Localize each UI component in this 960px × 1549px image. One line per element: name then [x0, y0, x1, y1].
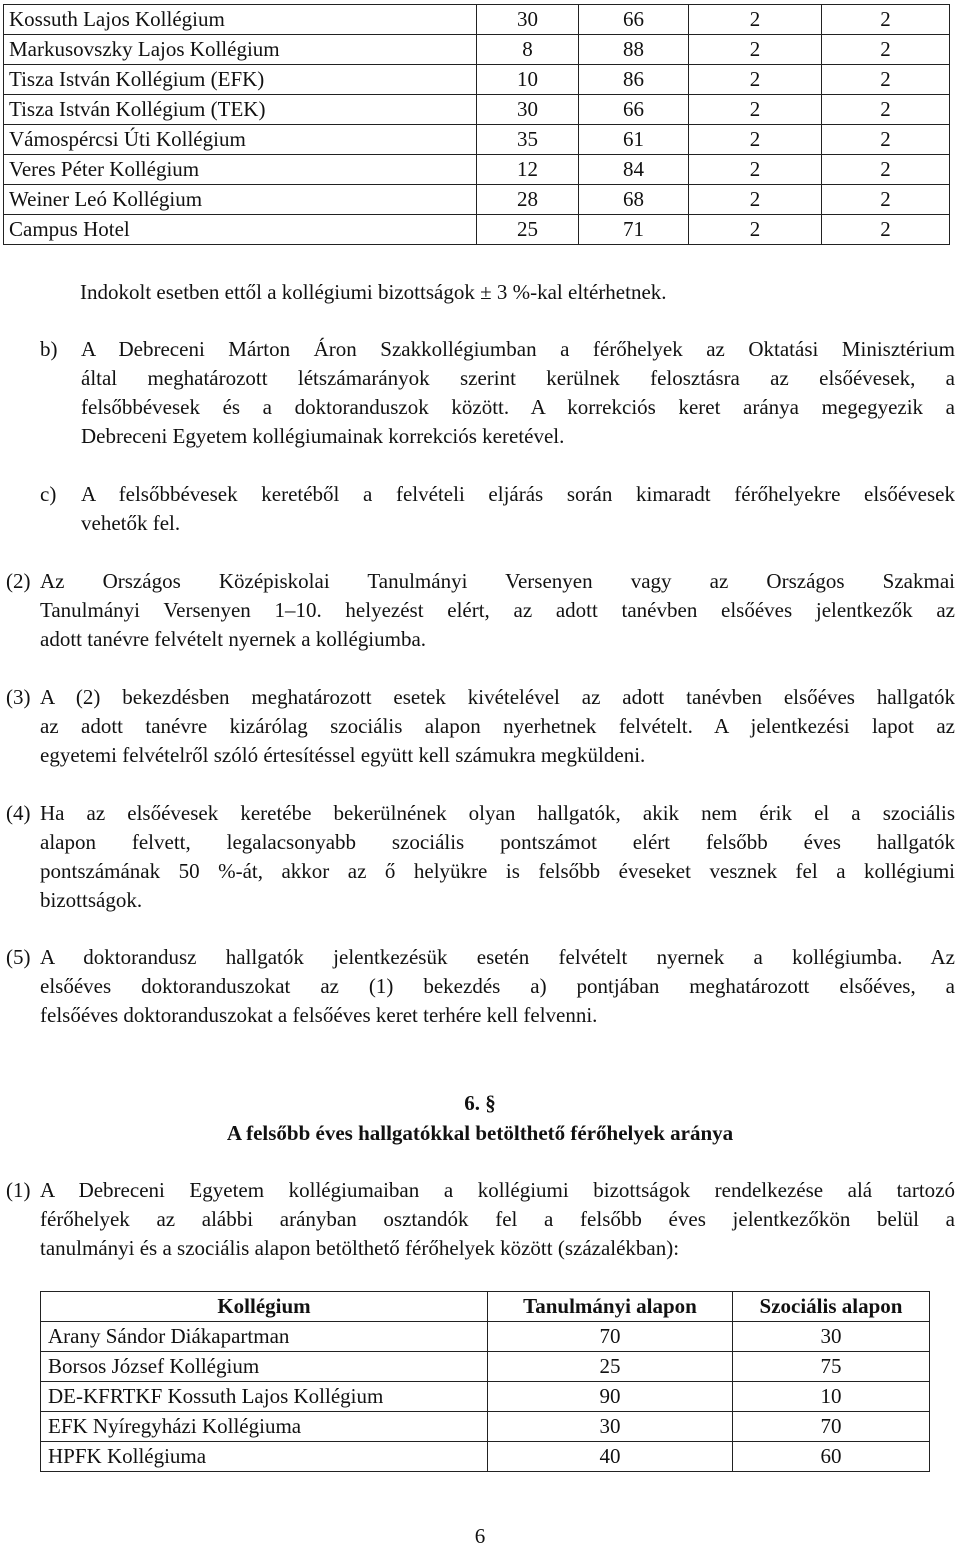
column-header: Szociális alapon	[733, 1292, 930, 1322]
value-cell: 2	[822, 95, 950, 125]
paragraph-body	[40, 567, 955, 654]
value-cell: 25	[477, 215, 579, 245]
paragraph-body	[40, 799, 955, 915]
paragraph-line: felsőbbévesek és a doktoranduszok között. A korrekciós keret aránya megegyezik a	[81, 395, 955, 419]
value-cell: 66	[579, 5, 689, 35]
top-table	[3, 4, 950, 245]
paragraph-line: A (2) bekezdésben meghatározott esetek kivételével az adott tanévben elsőéves hallgatók	[40, 685, 955, 709]
value-cell: 2	[689, 125, 822, 155]
table-row	[4, 125, 950, 155]
paragraph-line: férőhelyek az alábbi arányban osztandók fel a felsőbb éves jelentkezőkön belül a	[40, 1207, 955, 1231]
paragraph-label: (2)	[6, 569, 31, 593]
paragraph-line: pontszámának 50 %-át, akkor az ő helyükre is felsőbb éveseket vesznek fel a kollégiumi	[40, 859, 955, 883]
table-row	[4, 5, 950, 35]
value-cell: 2	[822, 5, 950, 35]
value-cell: 86	[579, 65, 689, 95]
paragraph-line: A Debreceni Márton Áron Szakkollégiumban a férőhelyek az Oktatási Minisztérium	[81, 337, 955, 361]
value-cell: 12	[477, 155, 579, 185]
paragraph-line: alapon felvett, legalacsonyabb szociális pontszámot elért felsőbb éves hallgatók	[40, 830, 955, 854]
value-cell: 2	[822, 65, 950, 95]
value-cell: 61	[579, 125, 689, 155]
table-row	[4, 215, 950, 245]
value-cell: 2	[689, 5, 822, 35]
table-row	[41, 1352, 930, 1382]
table-row	[4, 65, 950, 95]
dormitory-name-cell: Borsos József Kollégium	[41, 1352, 488, 1382]
paragraph-line: bizottságok.	[40, 888, 143, 912]
value-cell: 2	[822, 215, 950, 245]
paragraph-line: az adott tanévre kizárólag szociális alapon nyerhetnek felvételt. A jelentkezési lapot az	[40, 714, 955, 738]
dormitory-name-cell: Tisza István Kollégium (EFK)	[4, 65, 477, 95]
value-cell: 2	[689, 185, 822, 215]
percentage-cell: 60	[733, 1442, 930, 1472]
dormitory-name-cell: Veres Péter Kollégium	[4, 155, 477, 185]
percentage-cell: 30	[488, 1412, 733, 1442]
paragraph-line: Ha az elsőévesek keretébe bekerülnének olyan hallgatók, akik nem érik el a szociális	[40, 801, 955, 825]
value-cell: 2	[822, 185, 950, 215]
value-cell: 2	[689, 95, 822, 125]
table-row	[41, 1412, 930, 1442]
paragraph-line: elsőéves doktoranduszokat az (1) bekezdés a) pontjában meghatározott elsőéves, a	[40, 974, 955, 998]
percentage-cell: 75	[733, 1352, 930, 1382]
paragraph-label: c)	[40, 482, 57, 506]
value-cell: 2	[689, 65, 822, 95]
ratio-table	[40, 1291, 930, 1472]
section-title: A felsőbb éves hallgatókkal betölthető férőhelyek aránya	[226, 1121, 734, 1145]
percentage-cell: 70	[488, 1322, 733, 1352]
section-number: 6. §	[464, 1091, 496, 1115]
value-cell: 88	[579, 35, 689, 65]
value-cell: 2	[689, 215, 822, 245]
value-cell: 2	[822, 155, 950, 185]
value-cell: 30	[477, 95, 579, 125]
dormitory-name-cell: Arany Sándor Diákapartman	[41, 1322, 488, 1352]
percentage-cell: 70	[733, 1412, 930, 1442]
percentage-cell: 30	[733, 1322, 930, 1352]
value-cell: 84	[579, 155, 689, 185]
value-cell: 28	[477, 185, 579, 215]
paragraph-line: vehetők fel.	[81, 511, 181, 535]
paragraph-line: Az Országos Középiskolai Tanulmányi Versenyen vagy az Országos Szakmai	[40, 569, 955, 593]
dormitory-name-cell: Weiner Leó Kollégium	[4, 185, 477, 215]
value-cell: 2	[689, 35, 822, 65]
percentage-cell: 40	[488, 1442, 733, 1472]
paragraph-body	[40, 1176, 955, 1263]
table-row	[4, 155, 950, 185]
dormitory-name-cell: Kossuth Lajos Kollégium	[4, 5, 477, 35]
paragraph-label: (1)	[6, 1178, 31, 1202]
dormitory-name-cell: Tisza István Kollégium (TEK)	[4, 95, 477, 125]
page-number: 6	[474, 1524, 486, 1548]
table-row	[41, 1442, 930, 1472]
paragraph-line: Debreceni Egyetem kollégiumainak korrekciós keretével.	[81, 424, 565, 448]
value-cell: 8	[477, 35, 579, 65]
note-text: Indokolt esetben ettől a kollégiumi bizottságok ± 3 %-kal eltérhetnek.	[80, 280, 667, 304]
value-cell: 2	[689, 155, 822, 185]
value-cell: 68	[579, 185, 689, 215]
paragraph-body	[40, 943, 955, 1030]
value-cell: 66	[579, 95, 689, 125]
dormitory-name-cell: Markusovszky Lajos Kollégium	[4, 35, 477, 65]
paragraph-line: adott tanévre felvételt nyernek a kollégiumba.	[40, 627, 427, 651]
percentage-cell: 10	[733, 1382, 930, 1412]
paragraph-line: egyetemi felvételről szóló értesítéssel együtt kell számukra megküldeni.	[40, 743, 646, 767]
paragraph-label: (5)	[6, 945, 31, 969]
column-header: Kollégium	[41, 1292, 488, 1322]
dormitory-name-cell: Vámospércsi Úti Kollégium	[4, 125, 477, 155]
paragraph-line: Tanulmányi Versenyen 1–10. helyezést elért, az adott tanévben elsőéves jelentkezők az	[40, 598, 955, 622]
paragraph-body	[81, 480, 955, 538]
dormitory-name-cell: HPFK Kollégiuma	[41, 1442, 488, 1472]
table-row	[41, 1382, 930, 1412]
dormitory-name-cell: EFK Nyíregyházi Kollégiuma	[41, 1412, 488, 1442]
paragraph-line: által meghatározott létszámarányok szerint kerülnek felosztásra az elsőévesek, a	[81, 366, 955, 390]
percentage-cell: 90	[488, 1382, 733, 1412]
value-cell: 2	[822, 35, 950, 65]
table-row	[4, 35, 950, 65]
paragraph-label: b)	[40, 337, 58, 361]
column-header: Tanulmányi alapon	[488, 1292, 733, 1322]
paragraph-line: felsőéves doktoranduszokat a felsőéves keret terhére kell felvenni.	[40, 1003, 598, 1027]
value-cell: 71	[579, 215, 689, 245]
value-cell: 2	[822, 125, 950, 155]
paragraph-line: tanulmányi és a szociális alapon betölthető férőhelyek között (százalékban):	[40, 1236, 680, 1260]
dormitory-name-cell: Campus Hotel	[4, 215, 477, 245]
table-row	[41, 1322, 930, 1352]
paragraph-label: (3)	[6, 685, 31, 709]
paragraph-label: (4)	[6, 801, 31, 825]
paragraph-body	[40, 683, 955, 770]
table-row	[4, 185, 950, 215]
value-cell: 35	[477, 125, 579, 155]
table-header-row	[41, 1292, 930, 1322]
dormitory-name-cell: DE-KFRTKF Kossuth Lajos Kollégium	[41, 1382, 488, 1412]
paragraph-line: A felsőbbévesek keretéből a felvételi eljárás során kimaradt férőhelyekre elsőévesek	[81, 482, 955, 506]
table-row	[4, 95, 950, 125]
value-cell: 30	[477, 5, 579, 35]
paragraph-line: A Debreceni Egyetem kollégiumaiban a kollégiumi bizottságok rendelkezése alá tartozó	[40, 1178, 955, 1202]
percentage-cell: 25	[488, 1352, 733, 1382]
paragraph-line: A doktorandusz hallgatók jelentkezésük esetén felvételt nyernek a kollégiumba. Az	[40, 945, 955, 969]
paragraph-body	[81, 335, 955, 451]
value-cell: 10	[477, 65, 579, 95]
